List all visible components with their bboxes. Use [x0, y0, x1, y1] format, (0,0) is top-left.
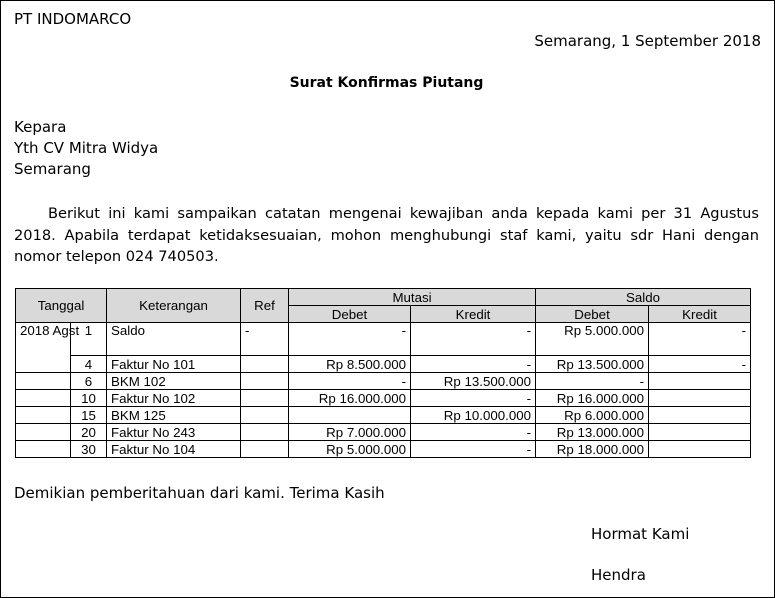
ref-cell: -: [241, 323, 289, 356]
address-line: Yth CV Mitra Widya: [14, 139, 159, 157]
mutasi-debet-cell: Rp 5.000.000: [289, 441, 411, 458]
saldo-kredit-cell: -: [649, 356, 751, 373]
header-mutasi-debet: Debet: [289, 306, 411, 323]
saldo-debet-cell: Rp 6.000.000: [536, 407, 649, 424]
saldo-kredit-cell: [649, 390, 751, 407]
year-cell: [16, 356, 71, 373]
table-row: [16, 323, 751, 356]
description-cell: Saldo: [107, 323, 241, 356]
day-cell: 10: [71, 390, 107, 407]
regards-text: Hormat Kami: [591, 525, 690, 543]
ref-cell: [241, 424, 289, 441]
ref-cell: [241, 356, 289, 373]
header-saldo-debet: Debet: [536, 306, 649, 323]
mutasi-debet-cell: Rp 16.000.000: [289, 390, 411, 407]
day-cell: 1: [71, 323, 107, 356]
ref-cell: [241, 373, 289, 390]
closing-text: Demikian pemberitahuan dari kami. Terima Kasih: [14, 484, 385, 502]
mutasi-kredit-cell: Rp 13.500.000: [411, 373, 536, 390]
saldo-debet-cell: Rp 18.000.000: [536, 441, 649, 458]
header-keterangan: Keterangan: [107, 289, 241, 323]
ledger-table: [15, 288, 751, 458]
mutasi-debet-cell: Rp 7.000.000: [289, 424, 411, 441]
description-cell: BKM 125: [107, 407, 241, 424]
saldo-debet-cell: Rp 13.000.000: [536, 424, 649, 441]
mutasi-kredit-cell: -: [411, 356, 536, 373]
mutasi-debet-cell: -: [289, 323, 411, 356]
header-tanggal: Tanggal: [16, 289, 107, 323]
address-line: Semarang: [14, 160, 91, 178]
description-cell: Faktur No 104: [107, 441, 241, 458]
mutasi-kredit-cell: -: [411, 390, 536, 407]
day-cell: 20: [71, 424, 107, 441]
year-cell: [16, 373, 71, 390]
description-cell: BKM 102: [107, 373, 241, 390]
date-line: Semarang, 1 September 2018: [534, 32, 761, 50]
day-cell: 6: [71, 373, 107, 390]
mutasi-debet-cell: -: [289, 373, 411, 390]
mutasi-debet-cell: Rp 8.500.000: [289, 356, 411, 373]
header-saldo: Saldo: [536, 289, 751, 306]
saldo-kredit-cell: -: [649, 323, 751, 356]
saldo-kredit-cell: [649, 441, 751, 458]
address-line: Kepara: [14, 118, 67, 136]
description-cell: Faktur No 102: [107, 390, 241, 407]
mutasi-kredit-cell: -: [411, 424, 536, 441]
table-row: [16, 373, 751, 390]
letter-body: Berikut ini kami sampaikan catatan mengenai kewajiban anda kepada kami per 31 Agustus 2018. Apabila terdapat ketidaksesuaian, mohon menghubungi staf kami, yaitu sdr Hani dengan nomor telepon 024 740503.: [14, 205, 759, 265]
day-cell: 30: [71, 441, 107, 458]
table-row: [16, 407, 751, 424]
saldo-kredit-cell: [649, 407, 751, 424]
year-cell: [16, 424, 71, 441]
table-row: [16, 441, 751, 458]
header-saldo-kredit: Kredit: [649, 306, 751, 323]
saldo-kredit-cell: [649, 373, 751, 390]
mutasi-kredit-cell: -: [411, 323, 536, 356]
ref-cell: [241, 407, 289, 424]
year-cell: [16, 407, 71, 424]
description-cell: Faktur No 243: [107, 424, 241, 441]
ref-cell: [241, 441, 289, 458]
year-cell: 2018 Agst: [16, 323, 71, 356]
header-mutasi-kredit: Kredit: [411, 306, 536, 323]
mutasi-kredit-cell: -: [411, 441, 536, 458]
signer-name: Hendra: [591, 566, 646, 584]
saldo-kredit-cell: [649, 424, 751, 441]
year-cell: [16, 441, 71, 458]
table-row: [16, 390, 751, 407]
description-cell: Faktur No 101: [107, 356, 241, 373]
saldo-debet-cell: Rp 5.000.000: [536, 323, 649, 356]
saldo-debet-cell: -: [536, 373, 649, 390]
mutasi-kredit-cell: Rp 10.000.000: [411, 407, 536, 424]
saldo-debet-cell: Rp 16.000.000: [536, 390, 649, 407]
year-cell: [16, 390, 71, 407]
mutasi-debet-cell: [289, 407, 411, 424]
header-mutasi: Mutasi: [289, 289, 536, 306]
ref-cell: [241, 390, 289, 407]
saldo-debet-cell: Rp 13.500.000: [536, 356, 649, 373]
day-cell: 15: [71, 407, 107, 424]
letter-title: Surat Konfirmas Piutang: [289, 75, 484, 91]
table-row: [16, 424, 751, 441]
table-row: [16, 356, 751, 373]
header-ref: Ref: [241, 289, 289, 323]
company-name: PT INDOMARCO: [14, 10, 132, 28]
day-cell: 4: [71, 356, 107, 373]
